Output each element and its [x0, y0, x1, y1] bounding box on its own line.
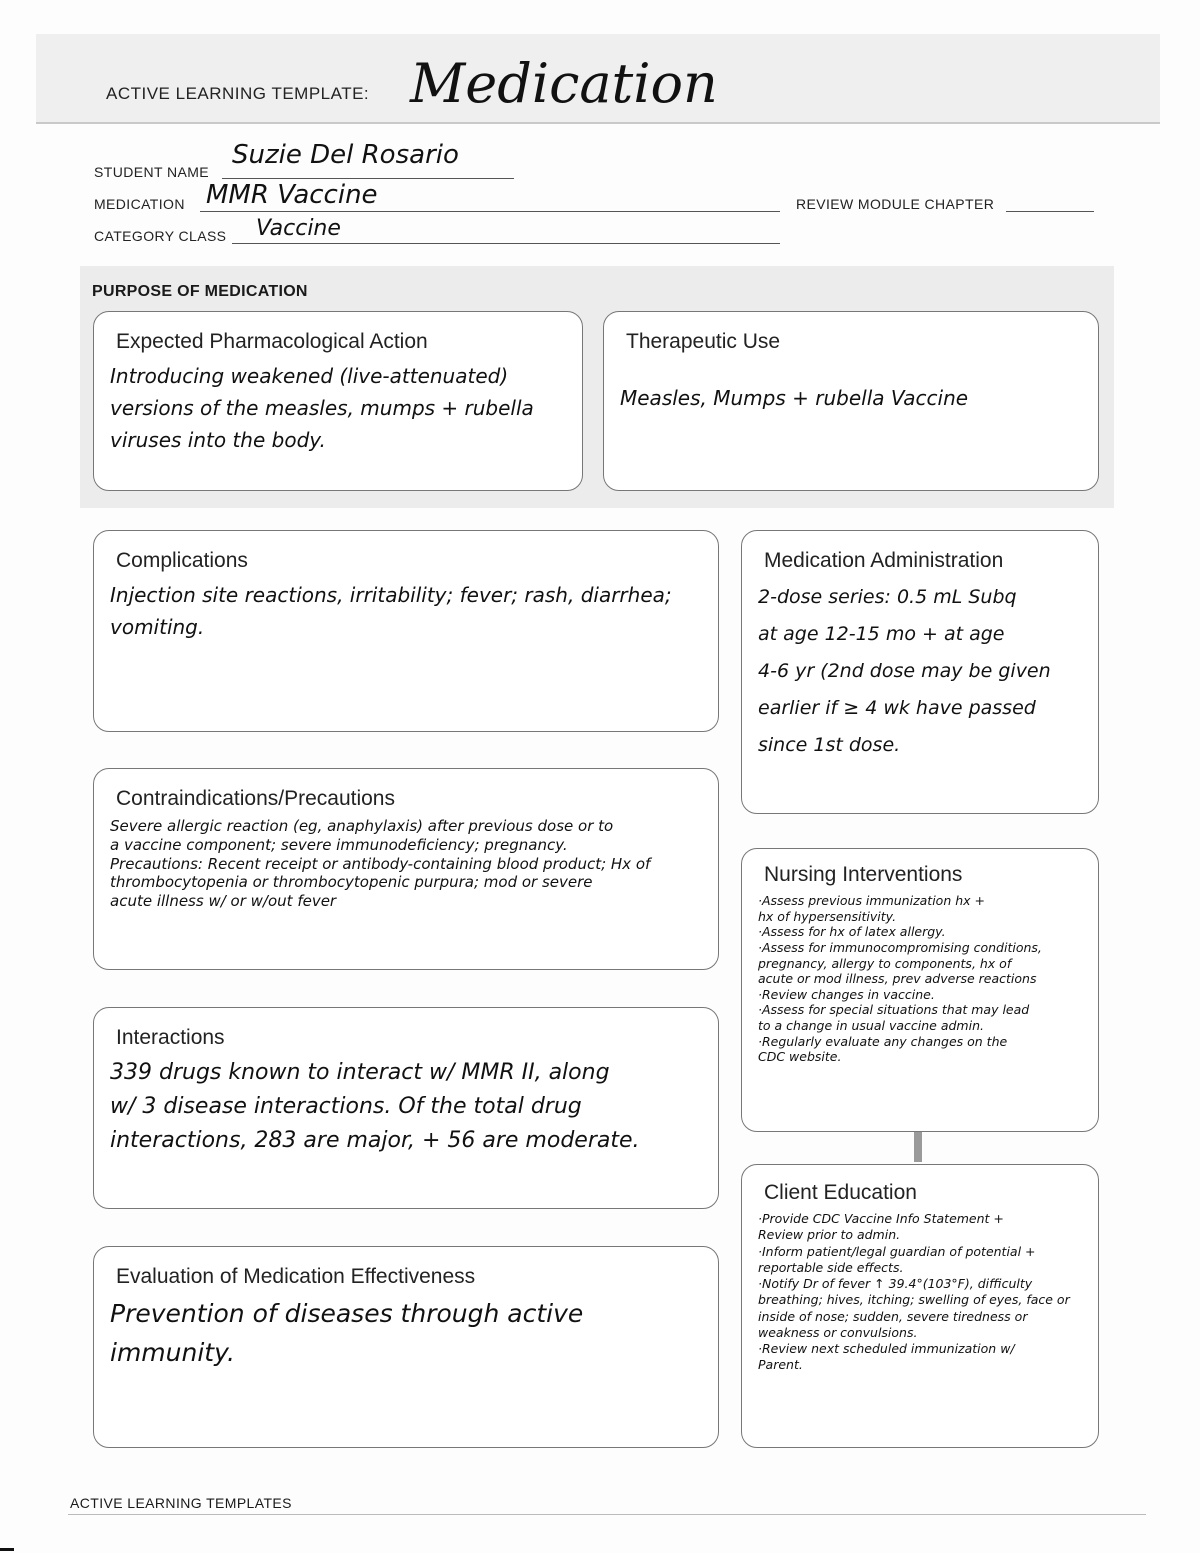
education-title: Client Education [764, 1181, 917, 1204]
template-label: ACTIVE LEARNING TEMPLATE: [106, 84, 370, 103]
complications-text: Injection site reactions, irritability; fever; rash, diarrhea; vomiting. [110, 583, 672, 639]
administration-box[interactable] [741, 530, 1099, 814]
interactions-text: 339 drugs known to interact w/ MMR II, along w/ 3 disease interactions. Of the total drug interactions, 283 are major, + 56 are moderate. [110, 1060, 640, 1154]
evaluation-box[interactable] [93, 1246, 719, 1448]
contraindications-title: Contraindications/Precautions [116, 787, 395, 810]
student-name-value[interactable]: Suzie Del Rosario [232, 140, 459, 170]
administration-title: Medication Administration [764, 549, 1004, 572]
expected-action-box[interactable] [93, 311, 583, 491]
category-class-line [232, 243, 780, 244]
footer-line [68, 1514, 1146, 1515]
nursing-title: Nursing Interventions [764, 863, 963, 886]
medication-line [200, 211, 780, 212]
contraindications-text: Severe allergic reaction (eg, anaphylaxis) after previous dose or to a vaccine component; severe immunodeficiency; pregnancy. Precautions: Recent receipt or antibody-containing blood product; Hx of thrombocytopenia or thrombocytopenic purpura; mod or severe acute illness w/ or w/out fever [110, 817, 651, 910]
evaluation-title: Evaluation of Medication Effectiveness [116, 1265, 476, 1288]
education-box[interactable] [741, 1164, 1099, 1448]
student-name-line [222, 178, 514, 179]
medication-value[interactable]: MMR Vaccine [206, 180, 378, 210]
purpose-section-label: PURPOSE OF MEDICATION [92, 283, 308, 300]
expected-action-text: Introducing weakened (live-attenuated) versions of the measles, mumps + rubella viruses into the body. [110, 364, 534, 452]
nursing-text: ·Assess previous immunization hx + hx of hypersensitivity. ·Assess for hx of latex allergy. ·Assess for immunocompromising conditions, pregnancy, allergy to components, hx of acute or mod illness, prev adverse reactions ·Review changes in vaccine. ·Assess for special situations that may lead to a change in usual vaccine admin. ·Regularly evaluate any changes on the CDC website. [758, 893, 1042, 1065]
therapeutic-use-text: Measles, Mumps + rubella Vaccine [620, 386, 969, 410]
expected-action-title: Expected Pharmacological Action [116, 330, 428, 353]
student-name-label: STUDENT NAME [94, 164, 209, 180]
review-module-label: REVIEW MODULE CHAPTER [796, 196, 995, 212]
footer-label: ACTIVE LEARNING TEMPLATES [70, 1495, 292, 1511]
education-text: ·Provide CDC Vaccine Info Statement + Review prior to admin. ·Inform patient/legal guardian of potential + reportable side effects. ·Notify Dr of fever ↑ 39.4°(103°F), difficulty breathing; hives, itching; swelling of eyes, face or inside of nose; sudden, severe tiredness or weakness or convulsions. ·Review next scheduled immunization w/ Parent. [758, 1211, 1070, 1373]
administration-text: 2-dose series: 0.5 mL Subq at age 12-15 mo + at age 4-6 yr (2nd dose may be given earlier if ≥ 4 wk have passed since 1st dose. [758, 586, 1051, 757]
category-class-value[interactable]: Vaccine [256, 216, 341, 241]
scan-corner-mark [0, 1548, 14, 1551]
interactions-box[interactable] [93, 1007, 719, 1209]
complications-box[interactable] [93, 530, 719, 732]
contraindications-box[interactable] [93, 768, 719, 970]
evaluation-text: Prevention of diseases through active immunity. [110, 1299, 584, 1367]
complications-title: Complications [116, 549, 248, 572]
box-connector [914, 1132, 922, 1162]
therapeutic-use-title: Therapeutic Use [626, 330, 781, 353]
template-title: Medication [410, 52, 718, 115]
category-class-label: CATEGORY CLASS [94, 228, 227, 244]
interactions-title: Interactions [116, 1026, 225, 1049]
review-module-line [1006, 211, 1094, 212]
medication-label: MEDICATION [94, 196, 185, 212]
nursing-box[interactable] [741, 848, 1099, 1132]
therapeutic-use-box[interactable] [603, 311, 1099, 491]
